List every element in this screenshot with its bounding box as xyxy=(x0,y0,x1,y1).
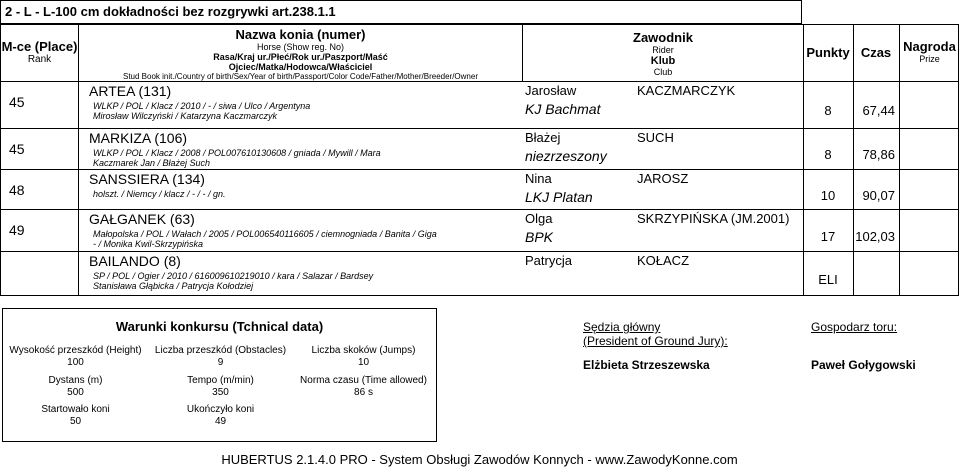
condition-label: Tempo (m/min) xyxy=(187,375,254,386)
header-parents-line: Ojciec/Matka/Hodowca/Właściciel xyxy=(228,62,373,72)
footer: HUBERTUS 2.1.4.0 PRO - System Obsługi Zawodów Konnych - www.ZawodyKonne.com xyxy=(221,452,738,467)
row-club: niezrzeszony xyxy=(525,148,607,164)
condition-value: 10 xyxy=(357,357,370,368)
row-time: 78,86 xyxy=(862,147,895,162)
conditions-title: Warunki konkursu (Tchnical data) xyxy=(115,319,324,334)
row-rider-first: Błażej xyxy=(525,130,561,145)
row-club: KJ Bachmat xyxy=(525,101,601,117)
condition-label: Dystans (m) xyxy=(48,375,103,386)
row-place: 45 xyxy=(9,141,25,157)
row-rider-last: KOŁACZ xyxy=(637,253,690,268)
row-points: 8 xyxy=(824,147,832,162)
row-place: 49 xyxy=(9,222,25,238)
host-block xyxy=(811,320,916,372)
title-bar xyxy=(0,0,802,24)
header-horse-label: Nazwa konia (numer) xyxy=(235,27,366,42)
row-points: 10 xyxy=(820,187,836,203)
header-club-sub: Club xyxy=(653,67,673,77)
row-details: Małopolska / POL / Wałach / 2005 / POL006540116605 / ciemnogniada / Banita / Giga xyxy=(93,229,437,239)
row-details: WLKP / POL / Klacz / 2008 / POL007610130608 / gniada / Mywill / Mara xyxy=(93,148,381,158)
header-prize-label: Nagroda xyxy=(903,39,956,54)
judge-label: Sędzia główny xyxy=(583,320,661,334)
row-details: SP / POL / Ogier / 2010 / 616009610219010 / kara / Salazar / Bardsey xyxy=(93,271,374,281)
header-prize-sub: Prize xyxy=(919,54,940,64)
conditions-box xyxy=(2,308,437,442)
condition-label: Ukończyło koni xyxy=(186,404,255,415)
header-horse-sub: Horse (Show reg. No) xyxy=(256,42,345,52)
row-horse: SANSSIERA (134) xyxy=(89,171,205,187)
header-horse xyxy=(79,28,522,82)
condition-label: Norma czasu (Time allowed) xyxy=(300,375,427,386)
header-place-label: M-ce (Place) xyxy=(1,39,78,54)
row-points: ELI xyxy=(818,272,838,287)
row-horse: GAŁGANEK (63) xyxy=(89,211,195,227)
page-title: 2 - L - L-100 cm dokładności bez rozgrywki art.238.1.1 xyxy=(5,4,336,19)
row-owner: Stanisława Głąbicka / Patrycja Kołodziej xyxy=(93,281,254,291)
condition-value: 100 xyxy=(67,357,84,368)
row-rider-first: Patrycja xyxy=(525,253,572,268)
judge-block xyxy=(583,320,728,372)
condition-value: 500 xyxy=(67,387,84,398)
condition-label: Liczba skoków (Jumps) xyxy=(311,345,416,356)
header-rank-label: Rank xyxy=(27,54,52,65)
row-place: 45 xyxy=(9,94,25,110)
header-rider-label: Zawodnik xyxy=(633,30,693,45)
results-table xyxy=(0,24,959,296)
header-prize xyxy=(899,39,959,64)
row-time: 67,44 xyxy=(862,103,895,118)
host-name: Paweł Gołygowski xyxy=(811,358,916,372)
row-owner: Kaczmarek Jan / Błażej Such xyxy=(93,158,211,168)
header-points: Punkty xyxy=(806,45,850,60)
row-club: LKJ Platan xyxy=(525,189,593,205)
row-rider-last: SUCH xyxy=(637,130,674,145)
condition-value: 350 xyxy=(212,387,229,398)
condition-label: Startowało koni xyxy=(41,404,110,415)
condition-value: 86 s xyxy=(354,387,373,398)
header-breed-line: Rasa/Kraj ur./Płeć/Rok ur./Paszport/Maść xyxy=(213,52,388,62)
row-horse: MARKIZA (106) xyxy=(89,130,188,146)
row-time: 102,03 xyxy=(855,228,895,244)
judge-label-en: (President of Ground Jury): xyxy=(583,334,728,348)
condition-value: 50 xyxy=(69,416,82,427)
header-club-label: Klub xyxy=(650,55,676,67)
row-rider-last: KACZMARCZYK xyxy=(637,83,736,98)
row-rider-first: Jarosław xyxy=(525,83,577,98)
condition-value: 9 xyxy=(217,357,224,368)
row-horse: ARTEA (131) xyxy=(89,83,172,99)
row-points: 8 xyxy=(824,103,832,118)
row-points: 17 xyxy=(820,228,836,244)
host-label: Gospodarz toru: xyxy=(811,320,898,334)
header-rider xyxy=(523,30,803,78)
row-rider-last: JAROSZ xyxy=(637,171,689,186)
row-rider-first: Nina xyxy=(525,171,552,186)
header-time: Czas xyxy=(860,45,892,60)
row-owner: Mirosław Wilczyński / Katarzyna Kaczmarczyk xyxy=(93,111,277,121)
row-owner: - / Monika Kwil-Skrzypińska xyxy=(93,239,204,249)
header-rider-sub: Rider xyxy=(652,45,674,55)
header-studbook-line: Stud Book init./Country of birth/Sex/Year of birth/Passport/Color Code/Father/Mother/Breeder/Owner xyxy=(123,72,478,81)
row-place: 48 xyxy=(9,182,25,198)
condition-label: Liczba przeszkód (Obstacles) xyxy=(154,345,287,356)
judge-name: Elżbieta Strzeszewska xyxy=(583,358,710,372)
row-club: BPK xyxy=(525,229,554,245)
row-details: WLKP / POL / Klacz / 2010 / - / siwa / Ulco / Argentyna xyxy=(93,101,311,111)
condition-value: 49 xyxy=(214,416,227,427)
row-rider-last: SKRZYPIŃSKA (JM.2001) xyxy=(637,211,790,226)
row-details: holszt. / Niemcy / klacz / - / - / gn. xyxy=(93,189,226,199)
row-rider-first: Olga xyxy=(525,211,553,226)
row-time: 90,07 xyxy=(862,187,895,203)
header-place xyxy=(1,39,78,65)
row-horse: BAILANDO (8) xyxy=(89,253,181,269)
condition-label: Wysokość przeszkód (Height) xyxy=(9,345,142,356)
